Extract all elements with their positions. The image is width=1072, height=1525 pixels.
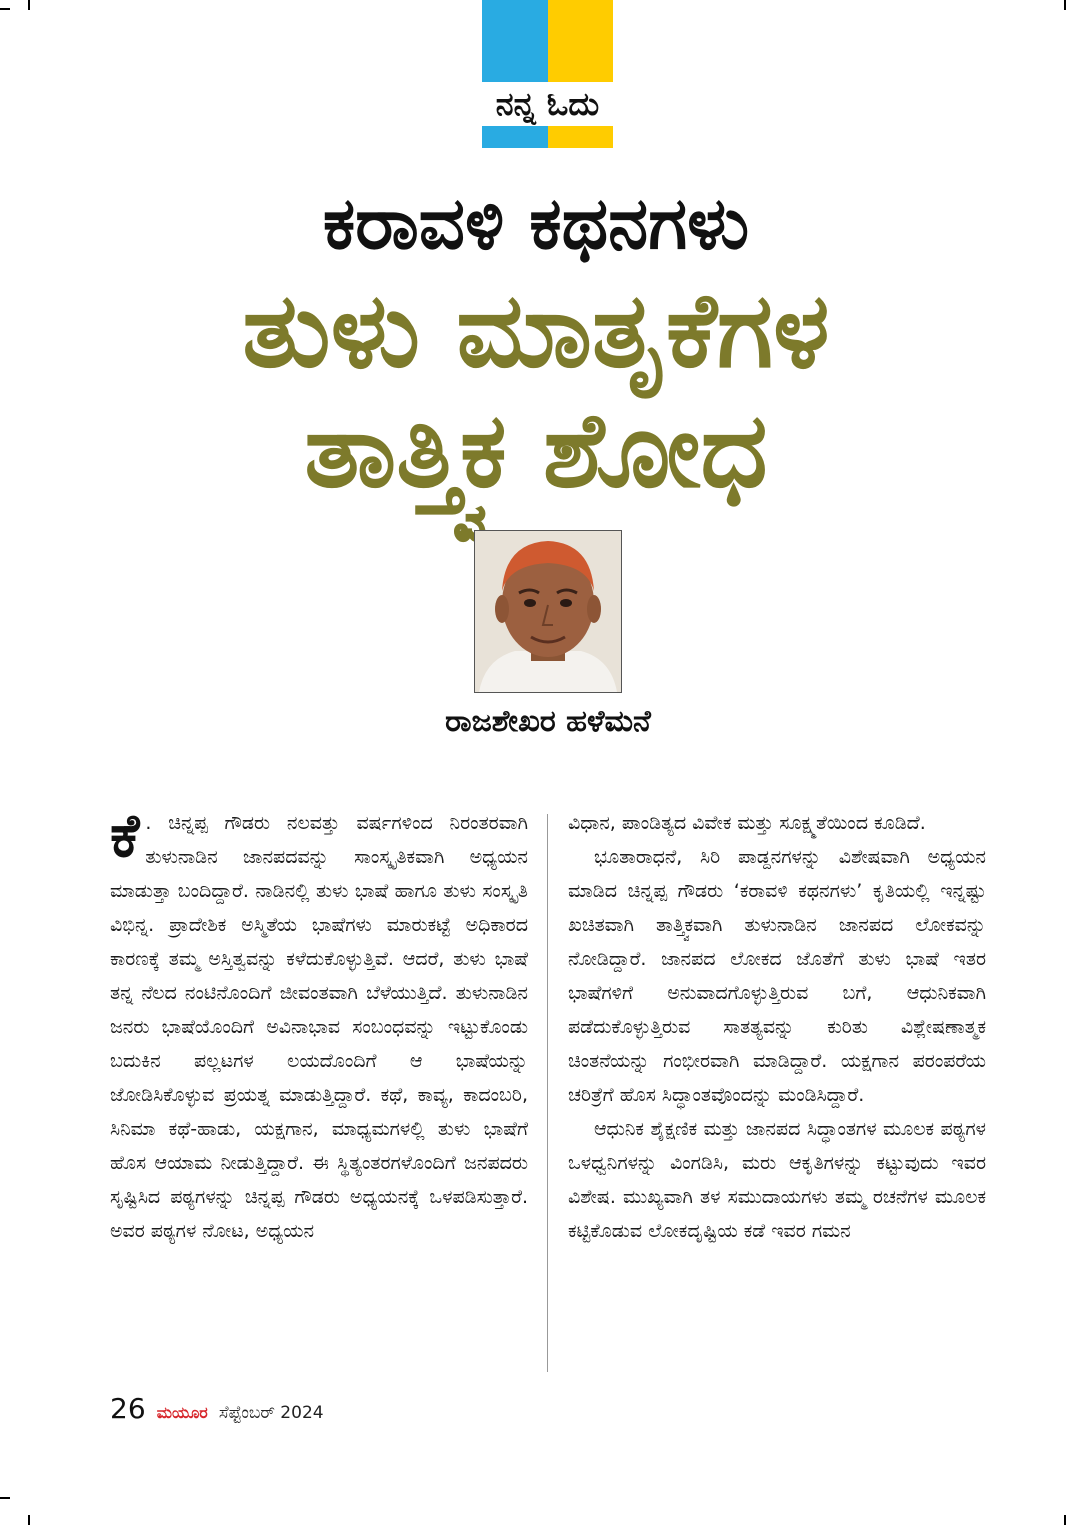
headline-line-1: ತುಳು ಮಾತೃಕೆಗಳ	[242, 269, 830, 391]
author-name: ರಾಜಶೇಖರ ಹಳೆಮನೆ	[445, 704, 651, 739]
section-label: ನನ್ನ ಓದು	[495, 85, 600, 123]
article-column-1	[110, 801, 528, 1248]
page-footer	[110, 1392, 324, 1432]
logo-blue-strip	[482, 126, 548, 148]
headline-line-2: ತಾತ್ತ್ವಿಕ ಶೋಧ	[304, 389, 768, 511]
crop-mark-top	[28, 0, 30, 10]
article-paragraph-1: . ಚಿನ್ನಪ್ಪ ಗೌಡರು ನಲವತ್ತು ವರ್ಷಗಳಿಂದ ನಿರಂತರವಾಗಿ ತುಳುನಾಡಿನ ಜಾನಪದವನ್ನು ಸಾಂಸ್ಕೃತಿಕವಾಗಿ ಅಧ್ಯಯನ ಮಾಡುತ್ತಾ ಬಂದಿದ್ದಾರೆ. ನಾಡಿನಲ್ಲಿ ತುಳು ಭಾಷೆ ಹಾಗೂ ತುಳು ಸಂಸ್ಕೃತಿ ವಿಭಿನ್ನ. ಪ್ರಾದೇಶಿಕ ಅಸ್ಮಿತೆಯ ಭಾಷೆಗಳು ಮಾರುಕಟ್ಟೆ ಅಧಿಕಾರದ ಕಾರಣಕ್ಕೆ ತಮ್ಮ ಅಸ್ತಿತ್ವವನ್ನು ಕಳೆದುಕೊಳ್ಳುತ್ತಿವೆ. ಆದರೆ, ತುಳು ಭಾಷೆ ತನ್ನ ನೆಲದ ನಂಟಿನೊಂದಿಗೆ ಜೀವಂತವಾಗಿ ಬೆಳೆಯುತ್ತಿದೆ. ತುಳುನಾಡಿನ ಜನರು ಭಾಷೆಯೊಂದಿಗೆ ಅವಿನಾಭಾವ ಸಂಬಂಧವನ್ನು ಇಟ್ಟುಕೊಂಡು ಬದುಕಿನ ಪಲ್ಲಟಗಳ ಲಯದೊಂದಿಗೆ ಆ ಭಾಷೆಯನ್ನು ಜೋಡಿಸಿಕೊಳ್ಳುವ ಪ್ರಯತ್ನ ಮಾಡುತ್ತಿದ್ದಾರೆ. ಕಥೆ, ಕಾವ್ಯ, ಕಾದಂಬರಿ, ಸಿನಿಮಾ ಕಥೆ-ಹಾಡು, ಯಕ್ಷಗಾನ, ಮಾಧ್ಯಮಗಳಲ್ಲಿ ತುಳು ಭಾಷೆಗೆ ಹೊಸ ಆಯಾಮ ನೀಡುತ್ತಿದ್ದಾರೆ. ಈ ಸ್ಥಿತ್ಯಂತರಗಳೊಂದಿಗೆ ಜನಪದರು ಸೃಷ್ಟಿಸಿದ ಪಠ್ಯಗಳನ್ನು ಚಿನ್ನಪ್ಪ ಗೌಡರು ಅಧ್ಯಯನಕ್ಕೆ ಒಳಪಡಿಸುತ್ತಾರೆ. ಅವರ ಪಠ್ಯಗಳ ನೋಟ, ಅಧ್ಯಯನ	[110, 812, 528, 1242]
logo-yellow-block	[548, 0, 613, 82]
logo-blue-block	[482, 0, 548, 82]
issue-date: ಸೆಪ್ಟೆಂಬರ್ 2024	[218, 1403, 324, 1423]
page-number: 26	[110, 1392, 146, 1425]
logo-yellow-strip	[548, 126, 613, 148]
crop-mark-top-left	[0, 8, 10, 10]
section-logo	[482, 0, 613, 148]
magazine-logo: ಮಯೂರ	[156, 1403, 208, 1422]
article-paragraph-continued: ವಿಧಾನ, ಪಾಂಡಿತ್ಯದ ವಿವೇಕ ಮತ್ತು ಸೂಕ್ಷ್ಮತೆಯಿಂದ ಕೂಡಿದೆ.	[568, 812, 926, 834]
series-title: ಕರಾವಳಿ ಕಥನಗಳು	[322, 181, 750, 265]
article-column-2	[568, 806, 986, 1248]
crop-mark-bottom-left	[0, 1497, 10, 1499]
article-paragraph-3: ಆಧುನಿಕ ಶೈಕ್ಷಣಿಕ ಮತ್ತು ಜಾನಪದ ಸಿದ್ಧಾಂತಗಳ ಮೂಲಕ ಪಠ್ಯಗಳ ಒಳಧ್ವನಿಗಳನ್ನು ವಿಂಗಡಿಸಿ, ಮರು ಆಕೃತಿಗಳನ್ನು ಕಟ್ಟುವುದು ಇವರ ವಿಶೇಷ. ಮುಖ್ಯವಾಗಿ ತಳ ಸಮುದಾಯಗಳು ತಮ್ಮ ರಚನೆಗಳ ಮೂಲಕ ಕಟ್ಟಿಕೊಡುವ ಲೋಕದೃಷ್ಟಿಯ ಕಡೆ ಇವರ ಗಮನ	[568, 1118, 986, 1242]
drop-cap: ಕೆ	[110, 801, 140, 871]
article-paragraph-2: ಭೂತಾರಾಧನೆ, ಸಿರಿ ಪಾಡ್ದನಗಳನ್ನು ವಿಶೇಷವಾಗಿ ಅಧ್ಯಯನ ಮಾಡಿದ ಚಿನ್ನಪ್ಪ ಗೌಡರು ‘ಕರಾವಳಿ ಕಥನಗಳು’ ಕೃತಿಯಲ್ಲಿ ಇನ್ನಷ್ಟು ಖಚಿತವಾಗಿ ತಾತ್ತ್ವಿಕವಾಗಿ ತುಳುನಾಡಿನ ಜಾನಪದ ಲೋಕವನ್ನು ನೋಡಿದ್ದಾರೆ. ಜಾನಪದ ಲೋಕದ ಜೊತೆಗೆ ತುಳು ಭಾಷೆ ಇತರ ಭಾಷೆಗಳಿಗೆ ಅನುವಾದಗೊಳ್ಳುತ್ತಿರುವ ಬಗೆ, ಆಧುನಿಕವಾಗಿ ಪಡೆದುಕೊಳ್ಳುತ್ತಿರುವ ಸಾತತ್ಯವನ್ನು ಕುರಿತು ವಿಶ್ಲೇಷಣಾತ್ಮಕ ಚಿಂತನೆಯನ್ನು ಗಂಭೀರವಾಗಿ ಮಾಡಿದ್ದಾರೆ. ಯಕ್ಷಗಾನ ಪರಂಪರೆಯ ಚರಿತ್ರೆಗೆ ಹೊಸ ಸಿದ್ಧಾಂತವೊಂದನ್ನು ಮಂಡಿಸಿದ್ದಾರೆ.	[568, 846, 986, 1106]
crop-mark-bottom-right	[1064, 1515, 1066, 1525]
author-photo	[474, 530, 622, 693]
column-divider	[547, 814, 548, 1372]
crop-mark-bottom	[28, 1515, 30, 1525]
crop-mark-top-right	[1064, 0, 1066, 10]
